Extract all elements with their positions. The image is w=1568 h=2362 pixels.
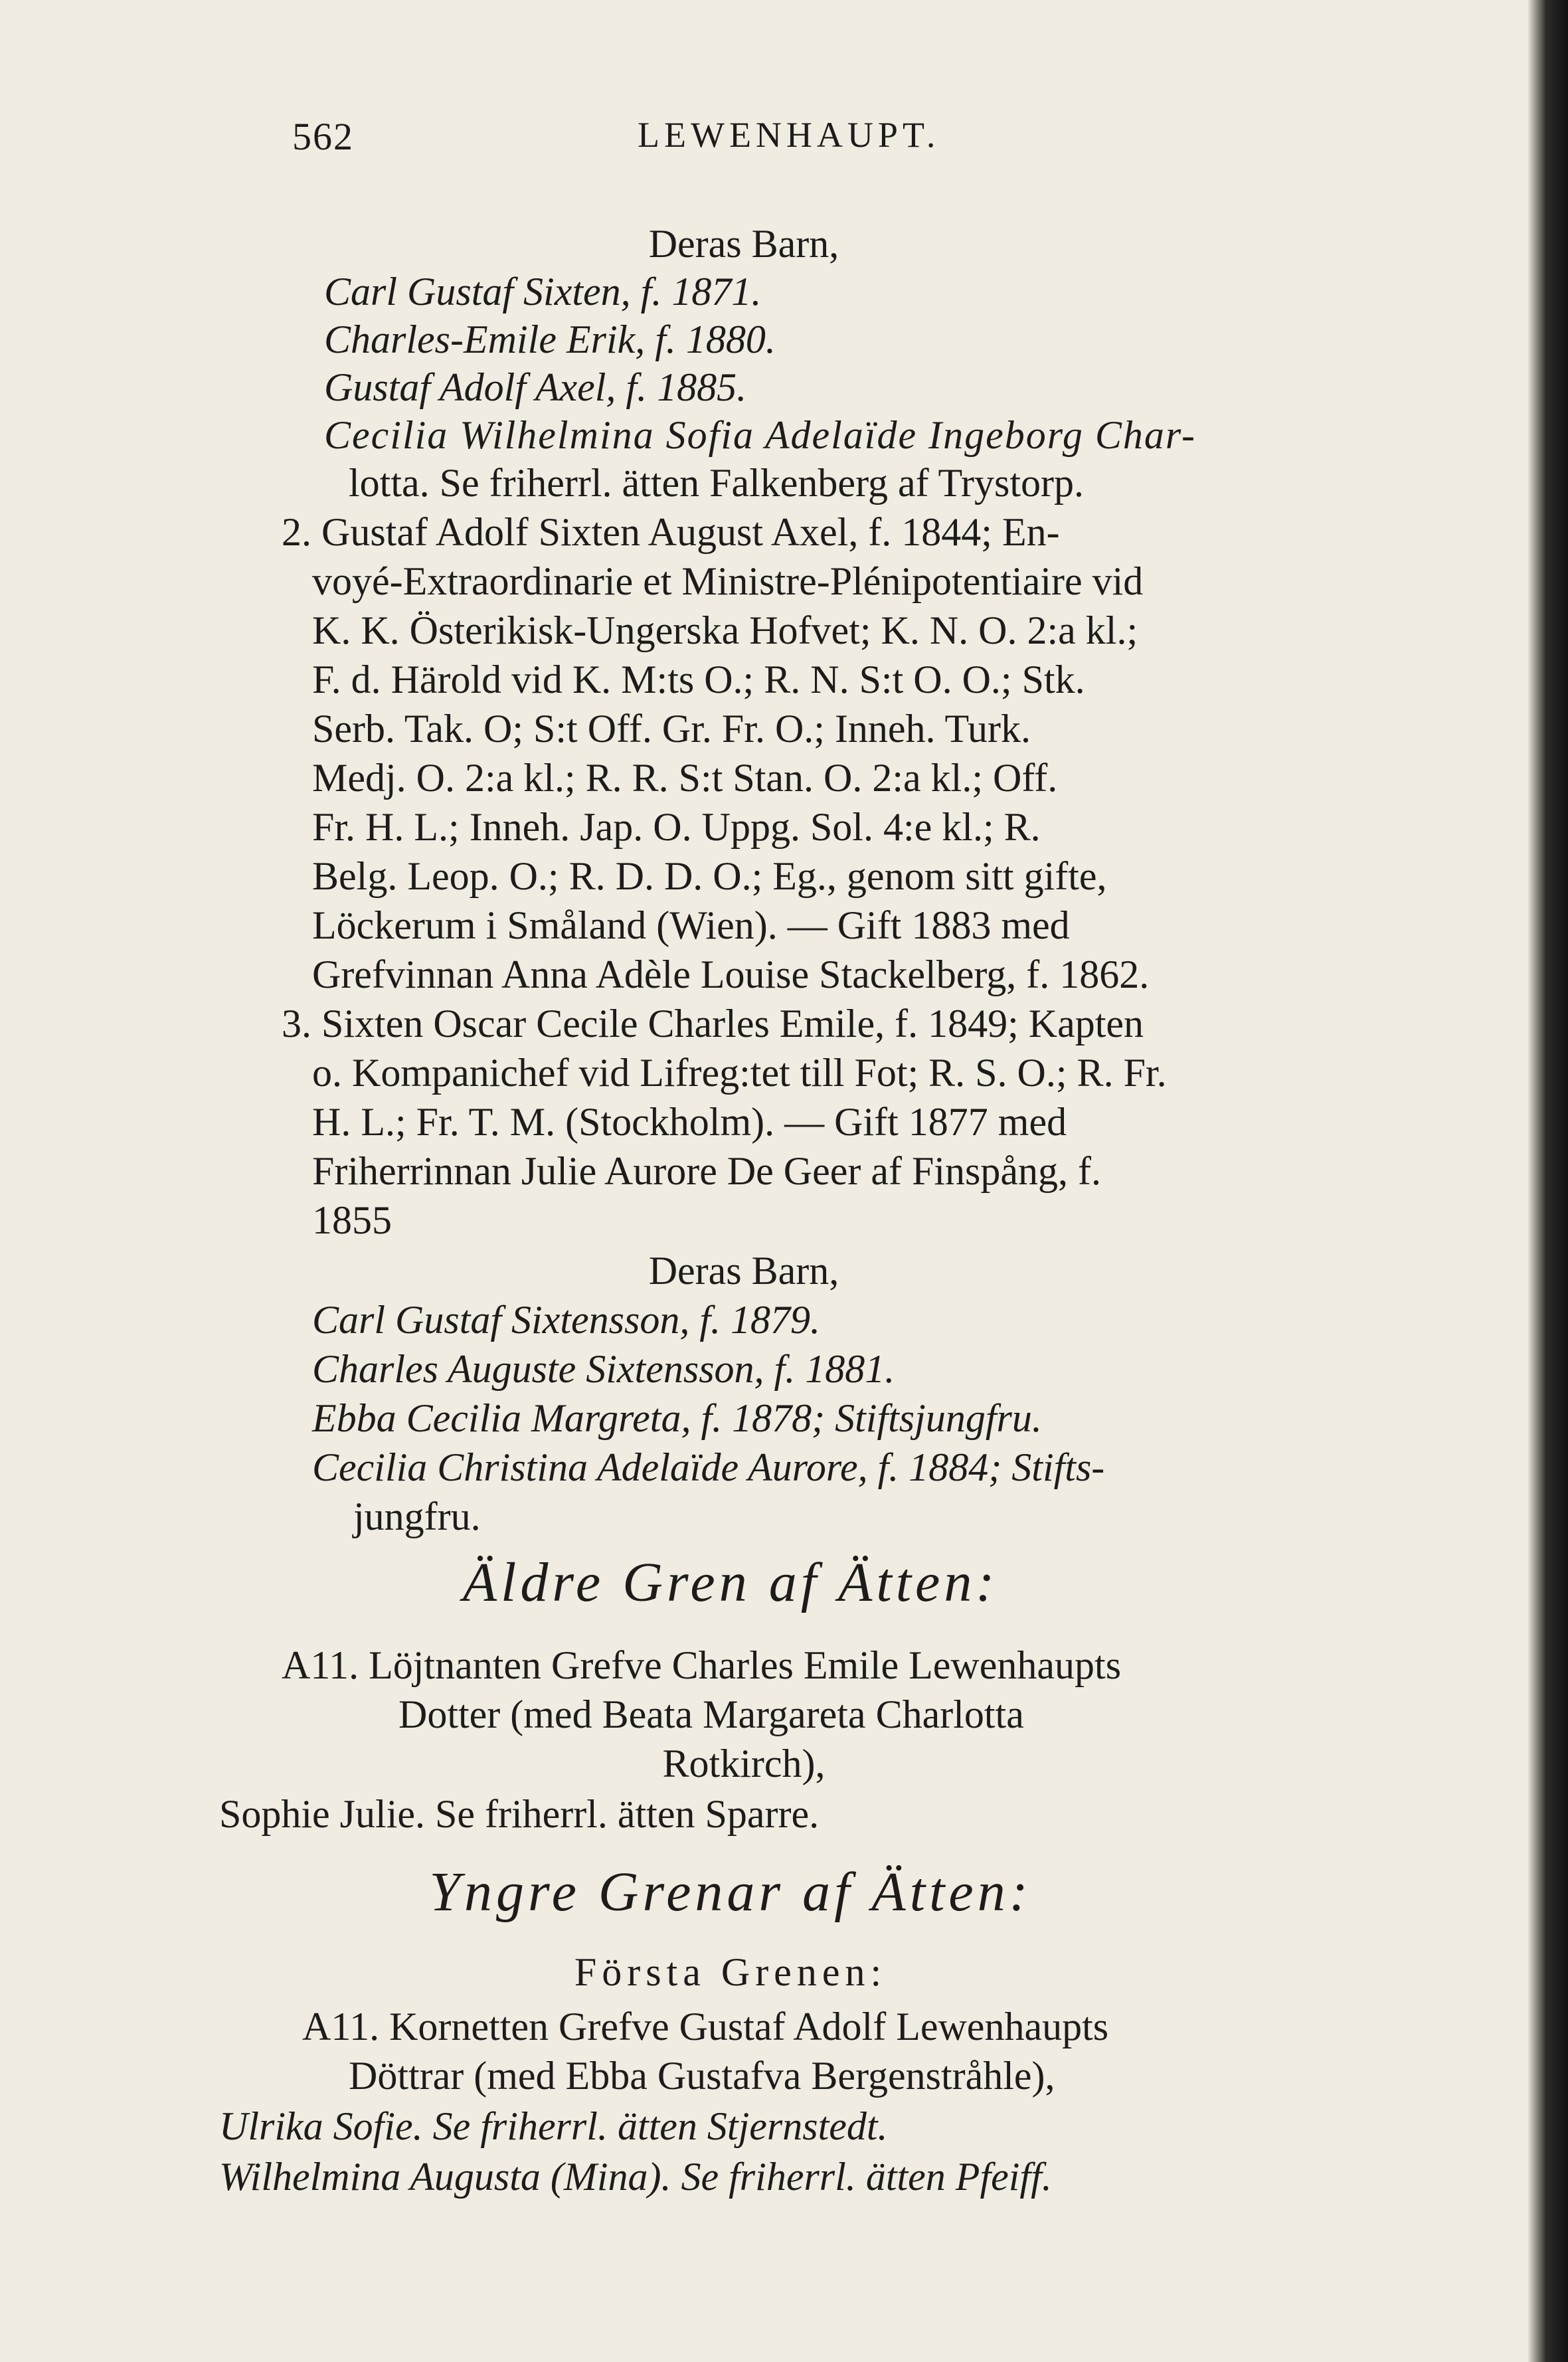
text-line: Friherrinnan Julie Aurore De Geer af Finspång, f. <box>312 1149 1101 1193</box>
text-line: Sophie Julie. Se friherrl. ätten Sparre. <box>219 1792 820 1836</box>
text-line: K. K. Österikisk-Ungerska Hofvet; K. N. O. 2:a kl.; <box>312 608 1138 652</box>
text-line: Dotter (med Beata Margareta Charlotta <box>398 1692 1024 1736</box>
text-line: Deras Barn, <box>648 1249 839 1293</box>
text-line: F. d. Härold vid K. M:ts O.; R. N. S:t O. O.; Stk. <box>312 658 1085 701</box>
text-line: Wilhelmina Augusta (Mina). Se friherrl. ätten Pfeiff. <box>219 2155 1052 2199</box>
section-heading: Äldre Gren af Ätten: <box>462 1552 999 1613</box>
text-line: jungfru. <box>353 1495 481 1538</box>
text-line: Carl Gustaf Sixtensson, f. 1879. <box>312 1298 821 1342</box>
text-line: Döttrar (med Ebba Gustafva Bergenstråhle), <box>349 2054 1055 2098</box>
running-title: LEWENHAUPT. <box>638 115 940 155</box>
text-line: Ebba Cecilia Margreta, f. 1878; Stiftsjungfru. <box>312 1396 1042 1440</box>
text-line: 2. Gustaf Adolf Sixten August Axel, f. 1844; En- <box>282 510 1060 554</box>
text-line: Medj. O. 2:a kl.; R. R. S:t Stan. O. 2:a kl.; Off. <box>312 756 1058 800</box>
page-edge-shadow <box>1528 0 1568 2362</box>
text-line: A11. Kornetten Grefve Gustaf Adolf Lewenhaupts <box>302 2005 1109 2048</box>
text-line: Charles Auguste Sixtensson, f. 1881. <box>312 1347 895 1391</box>
text-line: Serb. Tak. O; S:t Off. Gr. Fr. O.; Inneh. Turk. <box>312 707 1031 751</box>
text-line: Ulrika Sofie. Se friherrl. ätten Stjernstedt. <box>219 2104 888 2148</box>
subsection-heading: Första Grenen: <box>574 1950 887 1994</box>
text-line: Carl Gustaf Sixten, f. 1871. <box>324 270 762 314</box>
text-line: lotta. Se friherrl. ätten Falkenberg af Trystorp. <box>349 461 1085 505</box>
text-line: Deras Barn, <box>648 222 839 266</box>
text-line: Grefvinnan Anna Adèle Louise Stackelberg, f. 1862. <box>312 953 1150 996</box>
text-line: Löckerum i Småland (Wien). — Gift 1883 med <box>312 903 1070 947</box>
text-line: Cecilia Christina Adelaïde Aurore, f. 1884; Stifts- <box>312 1445 1105 1489</box>
text-line: Gustaf Adolf Axel, f. 1885. <box>324 365 747 409</box>
text-line: A11. Löjtnanten Grefve Charles Emile Lewenhaupts <box>282 1643 1122 1687</box>
text-line: Rotkirch), <box>662 1742 826 1785</box>
text-line: Cecilia Wilhelmina Sofia Adelaïde Ingeborg Char- <box>324 413 1196 457</box>
text-line: 3. Sixten Oscar Cecile Charles Emile, f. 1849; Kapten <box>282 1002 1144 1045</box>
text-line: H. L.; Fr. T. M. (Stockholm). — Gift 1877 med <box>312 1100 1067 1144</box>
section-heading: Yngre Grenar af Ätten: <box>429 1861 1032 1923</box>
text-line: Fr. H. L.; Inneh. Jap. O. Uppg. Sol. 4:e kl.; R. <box>312 805 1041 849</box>
text-line: Charles-Emile Erik, f. 1880. <box>324 318 776 361</box>
text-line: voyé-Extraordinarie et Ministre-Plénipotentiaire vid <box>312 559 1144 603</box>
text-line: o. Kompanichef vid Lifreg:tet till Fot; R. S. O.; R. Fr. <box>312 1051 1167 1095</box>
text-line: 1855 <box>312 1198 392 1242</box>
page-number: 562 <box>292 115 354 158</box>
text-line: Belg. Leop. O.; R. D. D. O.; Eg., genom sitt gifte, <box>312 854 1107 898</box>
